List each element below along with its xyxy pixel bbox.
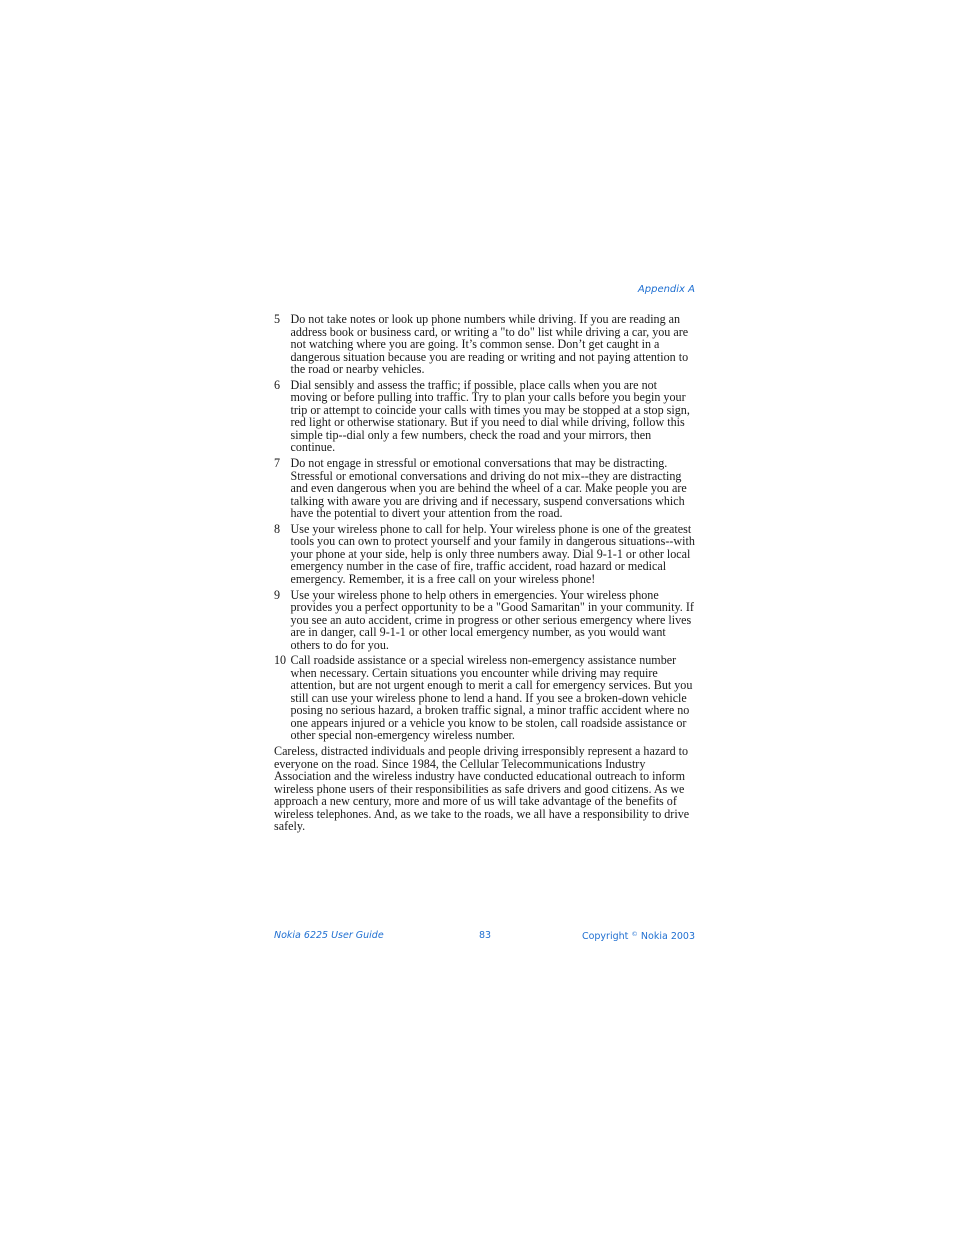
list-item-number: 7 xyxy=(274,456,281,471)
list-item xyxy=(274,523,695,586)
copyright-holder: Nokia 2003 xyxy=(640,931,695,942)
document-page xyxy=(274,0,695,1235)
list-item-text: Do not take notes or look up phone numbers while driving. If you are reading an address book or business card, or writing a "to do" list while driving a car, you are not watching where you are going. It’s common sense. Don’t get caught in a dangerous situation because you are reading or writing and not paying attention to the road or nearby vehicles. xyxy=(290,312,689,376)
list-item xyxy=(274,589,695,652)
list-item-number: 5 xyxy=(274,312,281,326)
running-header: Appendix A xyxy=(637,284,695,295)
footer-guide-title: Nokia 6225 User Guide xyxy=(274,930,384,941)
list-item-number: 6 xyxy=(274,377,281,392)
footer-page-number: 83 xyxy=(479,930,492,941)
list-item-text: Dial sensibly and assess the traffic; if possible, place calls when you are not moving or before pulling into traffic. Try to plan your calls before you begin your trip or attempt to coincide your calls with times you may be stopped at a stop sign, red light or otherwise stationary. But if you need to dial while driving, follow this simple tip--dial only a few numbers, check the road and your mirrors, then continue. xyxy=(290,377,690,455)
closing-paragraph: Careless, distracted individuals and people driving irresponsibly represent a hazard to everyone on the road. Since 1984, the Cellular Telecommunications Industry Association and the wireless industry have conducted educational outreach to inform wireless phone users of their responsibilities as safe drivers and good citizens. As we approach a new century, more and more of us will take advantage of the benefits of wireless telephones. And, as we take to the roads, we all have a responsibility to drive safely. xyxy=(274,744,690,834)
list-item xyxy=(274,313,695,376)
list-item-text: Call roadside assistance or a special wireless non-emergency assistance number when necessary. Certain situations you encounter while driving may require attention, but are not urgent enough to merit a call for emergency services. But you still can use your wireless phone to lend a hand. If you see a broken-down vehicle posing no serious hazard, a broken traffic signal, a minor traffic accident where no one appears injured or a vehicle you know to be stolen, call roadside assistance or other special non-emergency wireless number. xyxy=(290,653,693,743)
copyright-symbol: © xyxy=(631,930,638,938)
list-item xyxy=(274,457,695,520)
safety-tips-list xyxy=(274,313,695,742)
list-item xyxy=(274,379,695,454)
footer-copyright xyxy=(582,930,695,942)
page-body xyxy=(274,313,695,833)
list-item-text: Use your wireless phone to call for help. Your wireless phone is one of the greatest tools you can own to protect yourself and your family in dangerous situations--with your phone at your side, help is only three numbers away. Dial 9-1-1 or other local emergency number in the case of fire, traffic accident, road hazard or medical emergency. Remember, it is a free call on your wireless phone! xyxy=(290,521,695,586)
list-item-number: 9 xyxy=(274,587,281,602)
list-item-number: 10 xyxy=(274,653,287,668)
page-footer xyxy=(274,930,695,944)
list-item-text: Use your wireless phone to help others in emergencies. Your wireless phone provides you a perfect opportunity to be a "Good Samaritan" in your community. If you see an auto accident, crime in progress or other serious emergency where lives are in danger, call 9-1-1 or other local emergency number, as you would want others to do for you. xyxy=(290,587,694,652)
copyright-word: Copyright xyxy=(581,931,629,942)
list-item-text: Do not engage in stressful or emotional conversations that may be distracting. Stressful or emotional conversations and driving do not mix--they are distracting and even dangerous when you are behind the wheel of a car. Make people you are talking with aware you are driving and if necessary, suspend conversations which have the potential to divert your attention from the road. xyxy=(290,456,687,521)
list-item xyxy=(274,654,695,742)
list-item-number: 8 xyxy=(274,521,281,536)
